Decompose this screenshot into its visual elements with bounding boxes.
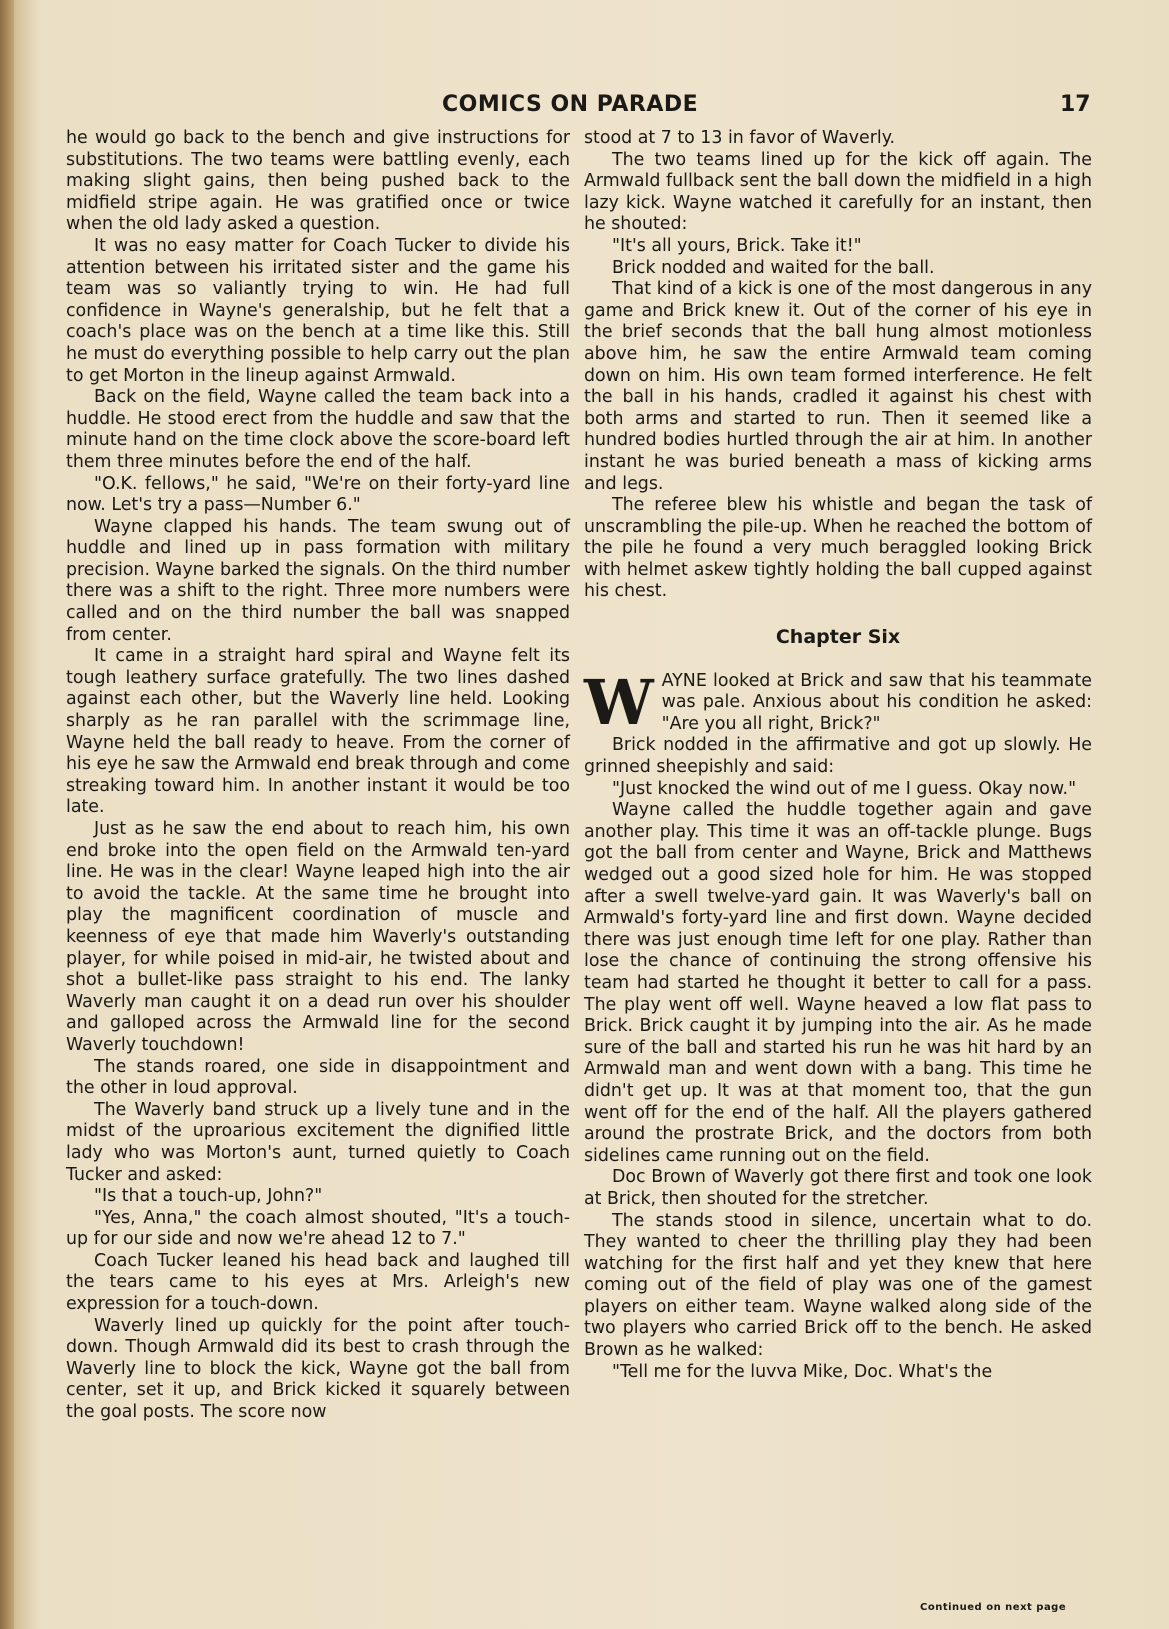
paragraph: It came in a straight hard spiral and Wayne felt its tough leathery surface gratefully. The two lines dashed against each other, but the Waverly line held. Looking sharply as he ran parallel with the scrimmage line, Wayne held the ball ready to heave. From the corner of his eye he saw the Armwald end break through and come streaking toward him. In another instant it would be too late. (66, 646, 570, 818)
paragraph: "It's all yours, Brick. Take it!" (612, 235, 862, 256)
paragraph: Just as he saw the end about to reach him, his own end broke into the open field on the Armwald ten-yard line. He was in the clear! Wayne leaped high into the air to avoid the tackle. At the same time he brought into play the magnificent coordination of muscle and keenness of eye that made him Waverly's outstanding player, for while poised in mid-air, he twisted about and shot a bullet-like pass straight to his end. The lanky Waverly man caught it on a dead run over his shoulder and galloped across the Armwald line for the second Waverly touchdown! (66, 819, 570, 1055)
paragraph: "Just knocked the wind out of me I guess. Okay now." (612, 778, 1077, 799)
paragraph: The Waverly band struck up a lively tune and in the midst of the uproarious excitement the dignified little lady who was Morton's aunt, turned quietly to Coach Tucker and asked: (66, 1099, 570, 1185)
paragraph: It was no easy matter for Coach Tucker to divide his attention between his irritated sister and the game his team was so valiantly trying to win. He had full confidence in Wayne's generalship, but he felt that a coach's place was on the bench at a time like this. Still he must do everything possible to help carry out the plan to get Morton in the lineup against Armwald. (66, 235, 570, 386)
page-header (0, 92, 1169, 126)
chapter-heading: Chapter Six (775, 626, 901, 649)
paragraph: The stands stood in silence, uncertain what to do. They wanted to cheer the thrilling play they had been watching for the first half and yet they knew that here coming out of the field of play was one of the gamest players on either team. Wayne walked along side of the two players who carried Brick off to the bench. He asked Brown as he walked: (584, 1210, 1092, 1361)
paragraph: he would go back to the bench and give instructions for substitutions. The two teams were battling evenly, each making slight gains, then being pushed back to the midfield stripe again. He was gratified once or twice when the old lady asked a question. (66, 128, 570, 235)
page-binding-edge (0, 0, 14, 1629)
paragraph: Wayne clapped his hands. The team swung out of huddle and lined up in pass formation with military precision. Wayne barked the signals. On the third number there was a shift to the right. Three more numbers were called and on the third number the ball was snapped from center. (66, 516, 570, 645)
paragraph: "O.K. fellows," he said, "We're on their forty-yard line now. Let's try a pass—Number 6." (66, 473, 570, 516)
paragraph: That kind of a kick is one of the most dangerous in any game and Brick knew it. Out of the corner of his eye in the brief seconds that the ball hung almost motionless above him, he saw the entire Armwald team coming down on him. His own team formed interference. He felt the ball in his hands, cradled it against his chest with both arms and started to run. Then it seemed like a hundred bodies hurtled through the air at him. In another instant he was buried beneath a mass of kicking arms and legs. (584, 279, 1092, 494)
page-title: COMICS ON PARADE (442, 92, 699, 117)
paragraph: Back on the field, Wayne called the team back into a huddle. He stood erect from the huddle and saw that the minute hand on the time clock above the score-board left them three minutes before the end of the half. (66, 387, 570, 472)
paragraph: Wayne called the huddle together again and gave another play. This time it was an off-tackle plunge. Bugs got the ball from center and Wayne, Brick and Matthews wedged out a good sized hole for him. He was stopped after a swell twelve-yard gain. It was Waverly's ball on Armwald's forty-yard line and first down. Wayne decided there was just enough time left for one play. Rather than lose the chance of continuing the strong offensive his team had started he thought it better to call for a pass. The play went off well. Wayne heaved a low flat pass to Brick. Brick caught it by jumping into the air. As he made sure of the ball and started his run he was hit hard by an Armwald man and went down with a bang. This time he didn't get up. It was at that moment too, that the gun went off for the end of the half. All the players gathered around the prostrate Brick, and the doctors from both sidelines came running out on the field. (584, 800, 1092, 1166)
paragraph: "Is that a touch-up, John?" (94, 1186, 323, 1207)
chapter-opening-paragraph (584, 665, 1092, 739)
paragraph: Waverly lined up quickly for the point after touch-down. Though Armwald did its best to crash through the Waverly line to block the kick, Wayne got the ball from center, set it up, and Brick kicked it squarely between the goal posts. The score now (66, 1315, 570, 1423)
drop-cap: W (584, 665, 654, 739)
paragraph: The two teams lined up for the kick off again. The Armwald fullback sent the ball down the midfield in a high lazy kick. Wayne watched it carefully for an instant, then he shouted: (584, 149, 1092, 235)
paragraph: The referee blew his whistle and began the task of unscrambling the pile-up. When he reached the bottom of the pile he found a very much beraggled looking Brick with helmet askew tightly holding the ball cupped against his chest. (584, 495, 1092, 602)
paragraph: The stands roared, one side in disappointment and the other in loud approval. (66, 1056, 570, 1099)
paragraph: Brick nodded in the affirmative and got up slowly. He grinned sheepishly and said: (584, 735, 1092, 778)
opening-text: AYNE looked at Brick and saw that his teammate was pale. Anxious about his condition he asked: "Are you all right, Brick?" (661, 670, 1092, 734)
paragraph: Doc Brown of Waverly got there first and took one look at Brick, then shouted for the stretcher. (584, 1167, 1092, 1209)
right-column (584, 128, 1092, 1383)
paragraph: stood at 7 to 13 in favor of Waverly. (584, 128, 896, 148)
paragraph: Brick nodded and waited for the ball. (612, 257, 935, 278)
paragraph: "Tell me for the luvva Mike, Doc. What's the (612, 1361, 993, 1382)
continued-note: Continued on next page (920, 1602, 1067, 1613)
paragraph: "Yes, Anna," the coach almost shouted, "It's a touch-up for our side and now we're ahead 12 to 7." (66, 1207, 570, 1250)
paragraph: Coach Tucker leaned his head back and laughed till the tears came to his eyes at Mrs. Arleigh's new expression for a touch-down. (66, 1250, 570, 1315)
left-column (66, 128, 570, 1424)
page-number: 17 (1060, 92, 1091, 117)
